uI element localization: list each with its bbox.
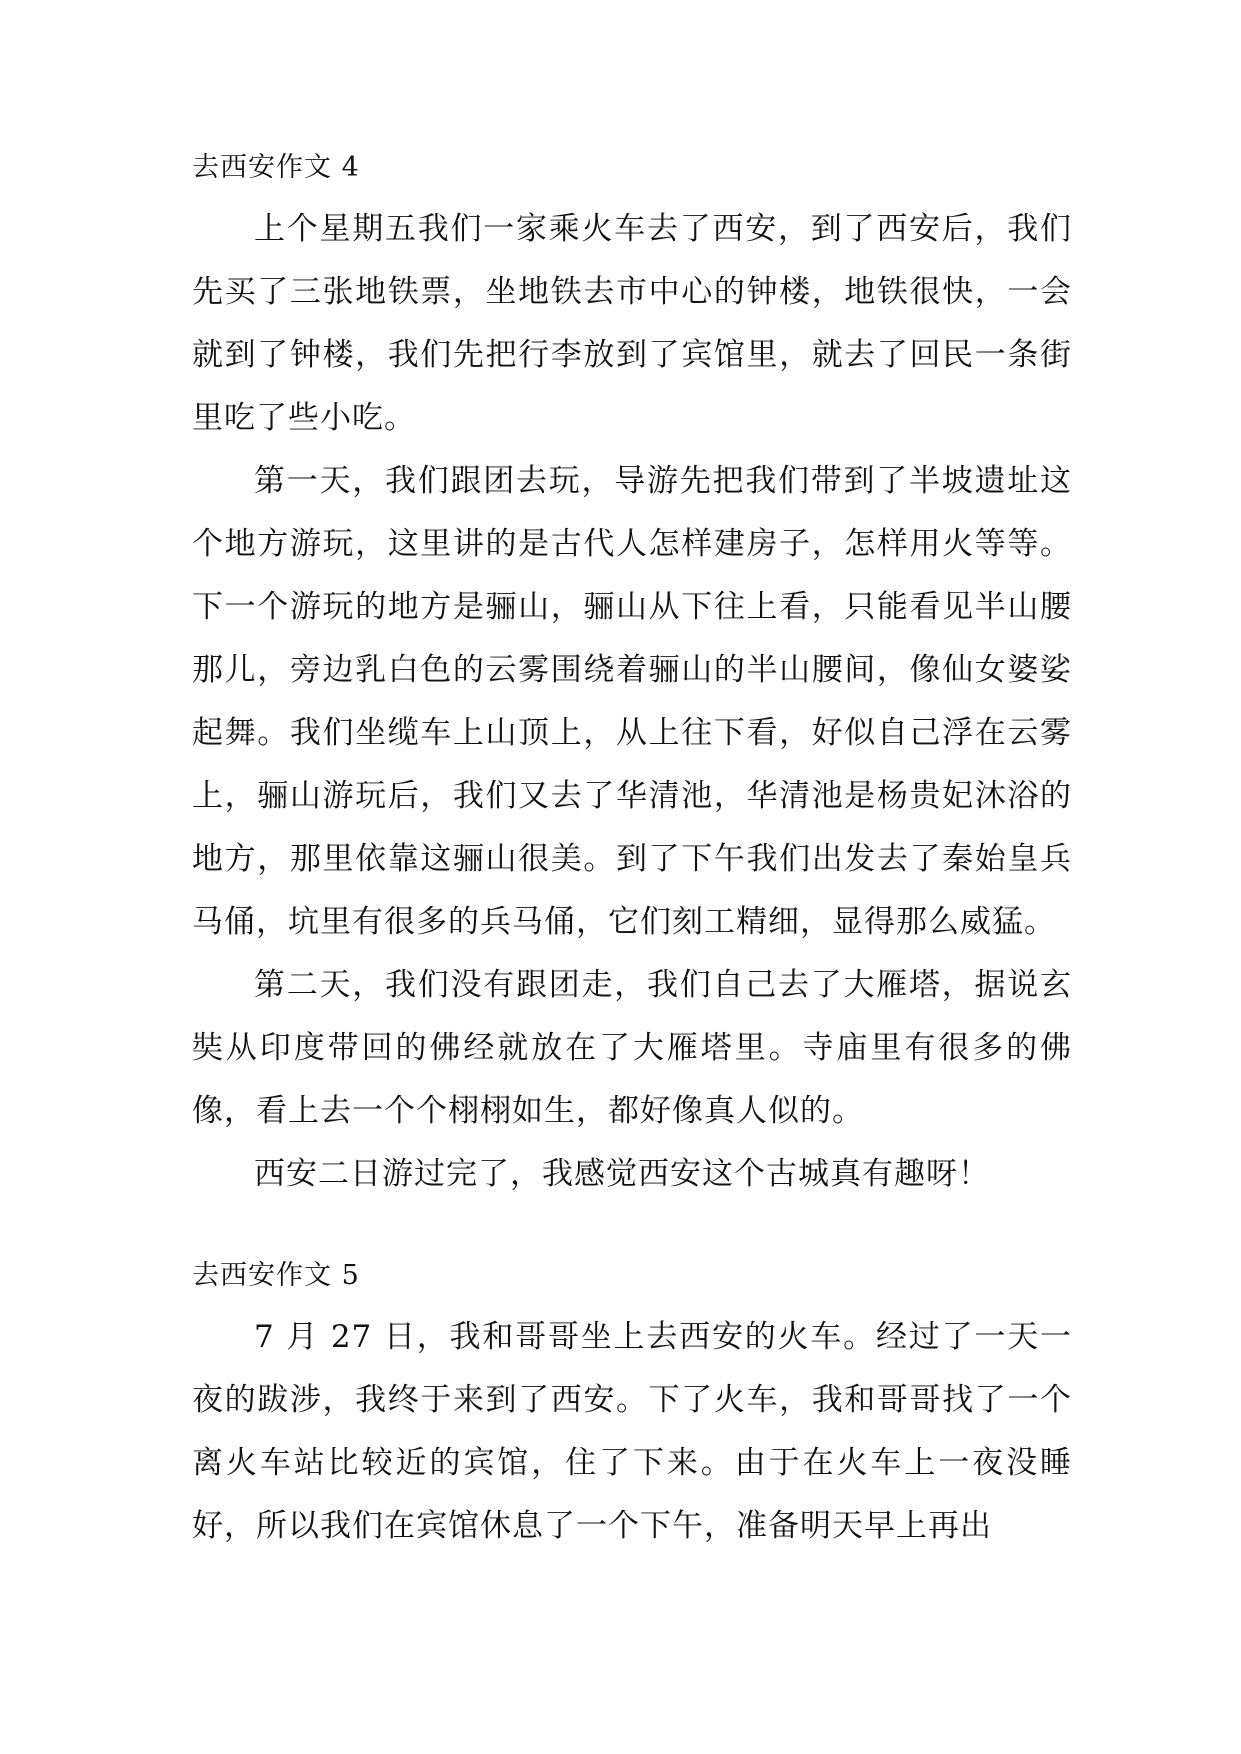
paragraph: 第二天，我们没有跟团走，我们自己去了大雁塔，据说玄奘从印度带回的佛经就放在了大雁塔里。寺庙里有很多的佛像，看上去一个个栩栩如生，都好像真人似的。 [192, 967, 1072, 1129]
document-page [192, 150, 1072, 1558]
paragraph: 第一天，我们跟团去玩，导游先把我们带到了半坡遗址这个地方游玩，这里讲的是古代人怎样建房子，怎样用火等等。下一个游玩的地方是骊山，骊山从下往上看，只能看见半山腰那儿，旁边乳白色的云雾围绕着骊山的半山腰间，像仙女婆娑起舞。我们坐缆车上山顶上，从上往下看，好似自己浮在云雾上，骊山游玩后，我们又去了华清池，华清池是杨贵妃沐浴的地方，那里依靠这骊山很美。到了下午我们出发去了秦始皇兵马俑，坑里有很多的兵马俑，它们刻工精细，显得那么威猛。 [192, 463, 1072, 940]
paragraph: 西安二日游过完了，我感觉西安这个古城真有趣呀！ [254, 1156, 990, 1192]
essay-5 [192, 1258, 1072, 1558]
paragraph: 7 月 27 日，我和哥哥坐上去西安的火车。经过了一天一夜的跋涉，我终于来到了西安。下了火车，我和哥哥找了一个离火车站比较近的宾馆，住了下来。由于在火车上一夜没睡好，所以我们在宾馆休息了一个下午，准备明天早上再出 [192, 1319, 1072, 1544]
essay-title: 去西安作文 4 [192, 152, 360, 183]
essay-title: 去西安作文 5 [192, 1260, 360, 1291]
paragraph: 上个星期五我们一家乘火车去了西安，到了西安后，我们先买了三张地铁票，坐地铁去市中心的钟楼，地铁很快，一会就到了钟楼，我们先把行李放到了宾馆里，就去了回民一条街里吃了些小吃。 [192, 211, 1072, 436]
essay-4 [192, 150, 1072, 1206]
